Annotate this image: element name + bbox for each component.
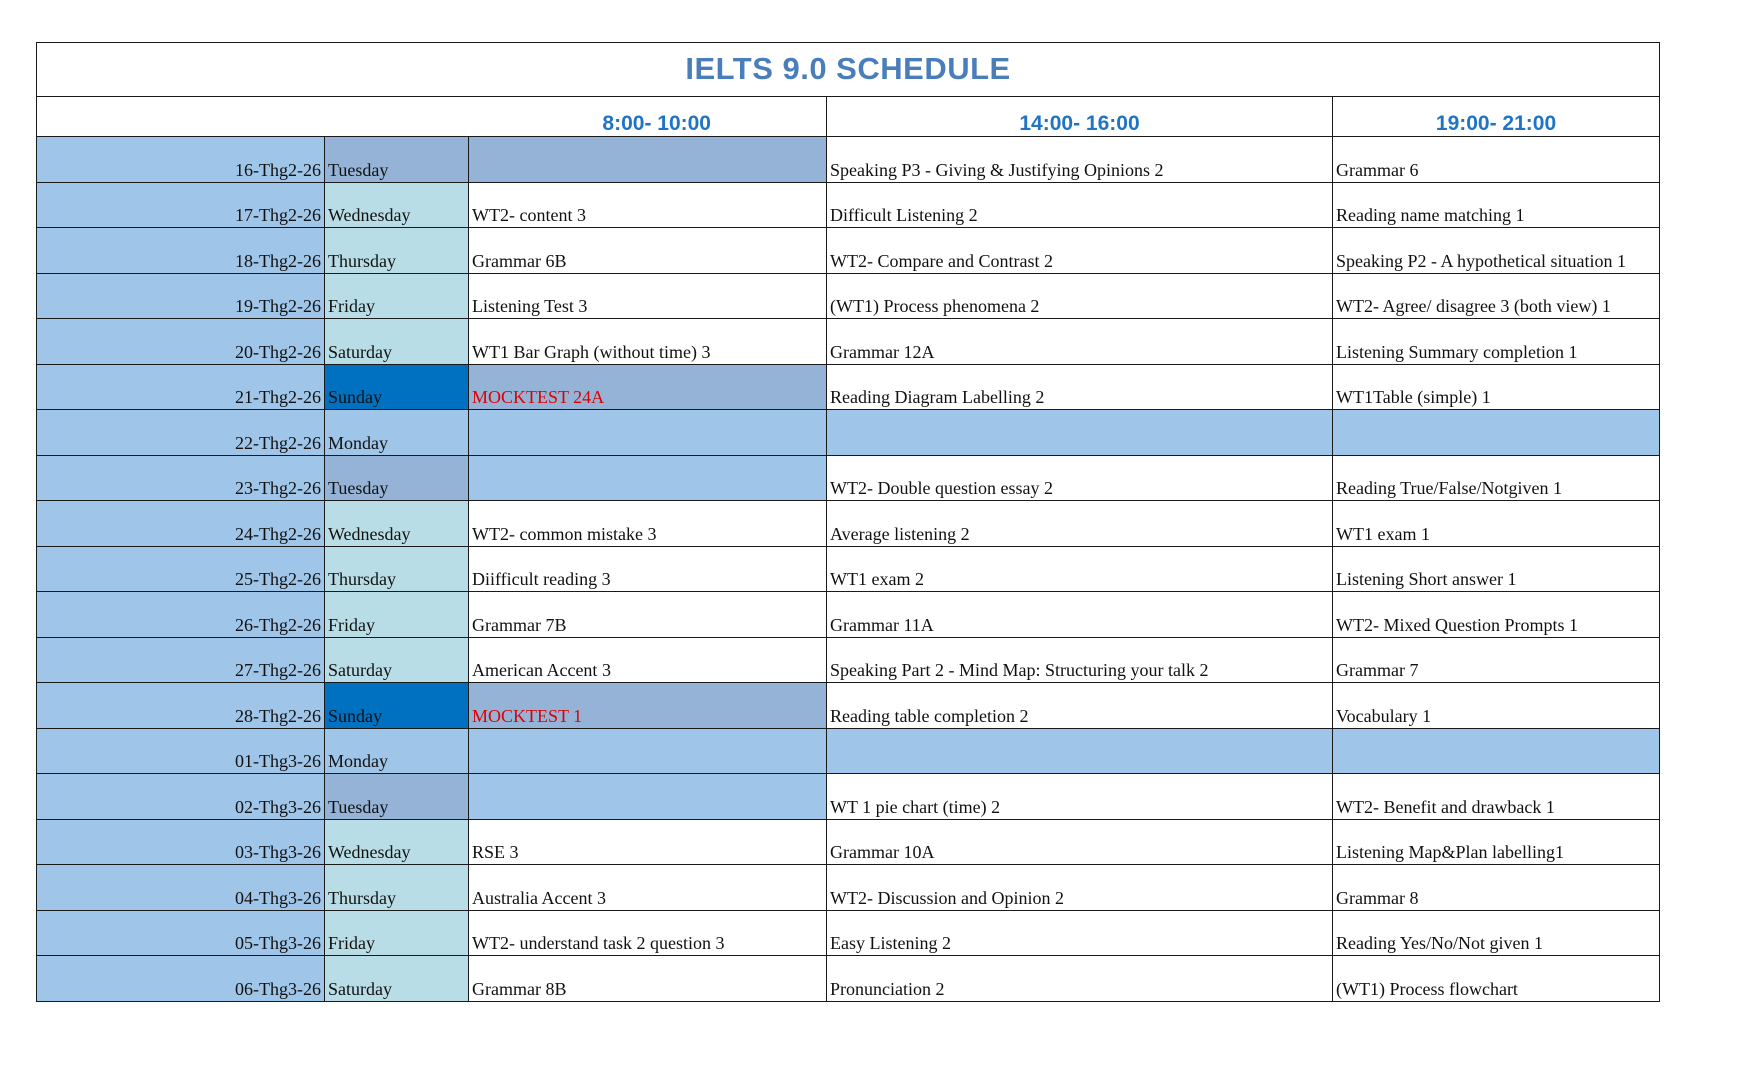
- day-cell: Monday: [325, 728, 469, 774]
- day-cell: Thursday: [325, 865, 469, 911]
- slot-morning-cell: [469, 410, 827, 456]
- schedule-sheet: [36, 42, 1659, 1002]
- date-cell: 17-Thg2-26: [37, 182, 325, 228]
- slot-afternoon-cell: WT 1 pie chart (time) 2: [827, 774, 1333, 820]
- day-cell: Saturday: [325, 319, 469, 365]
- slot-evening-cell: Grammar 7: [1333, 637, 1660, 683]
- schedule-table: [36, 42, 1660, 1002]
- slot-afternoon-cell: Difficult Listening 2: [827, 182, 1333, 228]
- date-cell: 22-Thg2-26: [37, 410, 325, 456]
- table-row: [37, 728, 1660, 774]
- day-cell: Tuesday: [325, 137, 469, 183]
- slot-morning-cell: Diifficult reading 3: [469, 546, 827, 592]
- slot-morning-cell: [469, 774, 827, 820]
- day-cell: Friday: [325, 592, 469, 638]
- day-cell: Friday: [325, 910, 469, 956]
- table-row: [37, 819, 1660, 865]
- slot-afternoon-cell: WT1 exam 2: [827, 546, 1333, 592]
- date-cell: 25-Thg2-26: [37, 546, 325, 592]
- day-cell: Tuesday: [325, 455, 469, 501]
- day-cell: Sunday: [325, 364, 469, 410]
- table-row: [37, 319, 1660, 365]
- day-cell: Sunday: [325, 683, 469, 729]
- table-row: [37, 273, 1660, 319]
- day-cell: Wednesday: [325, 819, 469, 865]
- slot-evening-cell: WT2- Mixed Question Prompts 1: [1333, 592, 1660, 638]
- slot-afternoon-cell: Speaking P3 - Giving & Justifying Opinions 2: [827, 137, 1333, 183]
- date-cell: 02-Thg3-26: [37, 774, 325, 820]
- slot-afternoon-cell: Average listening 2: [827, 501, 1333, 547]
- slot-afternoon-cell: WT2- Double question essay 2: [827, 455, 1333, 501]
- table-row: [37, 956, 1660, 1002]
- date-cell: 19-Thg2-26: [37, 273, 325, 319]
- slot-afternoon-cell: (WT1) Process phenomena 2: [827, 273, 1333, 319]
- table-row: [37, 774, 1660, 820]
- date-cell: 16-Thg2-26: [37, 137, 325, 183]
- table-row: [37, 592, 1660, 638]
- slot-evening-cell: Speaking P2 - A hypothetical situation 1: [1333, 228, 1660, 274]
- table-row: [37, 637, 1660, 683]
- date-cell: 18-Thg2-26: [37, 228, 325, 274]
- slot-evening-cell: Grammar 6: [1333, 137, 1660, 183]
- header-slot-afternoon: 14:00- 16:00: [827, 97, 1333, 137]
- slot-morning-cell: WT2- understand task 2 question 3: [469, 910, 827, 956]
- slot-morning-cell: [469, 137, 827, 183]
- slot-evening-cell: Listening Summary completion 1: [1333, 319, 1660, 365]
- slot-evening-cell: WT1Table (simple) 1: [1333, 364, 1660, 410]
- table-row: [37, 364, 1660, 410]
- slot-morning-cell: WT1 Bar Graph (without time) 3: [469, 319, 827, 365]
- slot-morning-cell: RSE 3: [469, 819, 827, 865]
- slot-evening-cell: Reading name matching 1: [1333, 182, 1660, 228]
- slot-evening-cell: [1333, 728, 1660, 774]
- header-slot-evening: 19:00- 21:00: [1333, 97, 1660, 137]
- date-cell: 27-Thg2-26: [37, 637, 325, 683]
- slot-evening-cell: Vocabulary 1: [1333, 683, 1660, 729]
- slot-afternoon-cell: WT2- Discussion and Opinion 2: [827, 865, 1333, 911]
- slot-afternoon-cell: Easy Listening 2: [827, 910, 1333, 956]
- slot-afternoon-cell: [827, 410, 1333, 456]
- day-cell: Saturday: [325, 637, 469, 683]
- slot-morning-cell: MOCKTEST 1: [469, 683, 827, 729]
- table-row: [37, 546, 1660, 592]
- slot-evening-cell: WT2- Agree/ disagree 3 (both view) 1: [1333, 273, 1660, 319]
- slot-afternoon-cell: Reading table completion 2: [827, 683, 1333, 729]
- date-cell: 24-Thg2-26: [37, 501, 325, 547]
- table-row: [37, 865, 1660, 911]
- slot-evening-cell: Reading True/False/Notgiven 1: [1333, 455, 1660, 501]
- slot-evening-cell: Reading Yes/No/Not given 1: [1333, 910, 1660, 956]
- date-cell: 20-Thg2-26: [37, 319, 325, 365]
- slot-morning-cell: American Accent 3: [469, 637, 827, 683]
- date-cell: 01-Thg3-26: [37, 728, 325, 774]
- header-row: [37, 97, 1660, 137]
- title-row: [37, 43, 1660, 97]
- day-cell: Tuesday: [325, 774, 469, 820]
- slot-evening-cell: Listening Map&Plan labelling1: [1333, 819, 1660, 865]
- slot-afternoon-cell: Grammar 11A: [827, 592, 1333, 638]
- date-cell: 05-Thg3-26: [37, 910, 325, 956]
- slot-evening-cell: Grammar 8: [1333, 865, 1660, 911]
- table-row: [37, 455, 1660, 501]
- table-row: [37, 137, 1660, 183]
- slot-morning-cell: Australia Accent 3: [469, 865, 827, 911]
- date-cell: 21-Thg2-26: [37, 364, 325, 410]
- table-row: [37, 683, 1660, 729]
- date-cell: 03-Thg3-26: [37, 819, 325, 865]
- day-cell: Thursday: [325, 546, 469, 592]
- table-row: [37, 182, 1660, 228]
- slot-afternoon-cell: Grammar 10A: [827, 819, 1333, 865]
- slot-afternoon-cell: Speaking Part 2 - Mind Map: Structuring your talk 2: [827, 637, 1333, 683]
- slot-evening-cell: (WT1) Process flowchart: [1333, 956, 1660, 1002]
- slot-morning-cell: Listening Test 3: [469, 273, 827, 319]
- day-cell: Saturday: [325, 956, 469, 1002]
- day-cell: Thursday: [325, 228, 469, 274]
- table-row: [37, 228, 1660, 274]
- slot-morning-cell: [469, 728, 827, 774]
- table-row: [37, 501, 1660, 547]
- page-title: IELTS 9.0 SCHEDULE: [37, 43, 1660, 97]
- slot-evening-cell: WT1 exam 1: [1333, 501, 1660, 547]
- slot-evening-cell: [1333, 410, 1660, 456]
- day-cell: Monday: [325, 410, 469, 456]
- slot-afternoon-cell: [827, 728, 1333, 774]
- date-cell: 06-Thg3-26: [37, 956, 325, 1002]
- date-cell: 26-Thg2-26: [37, 592, 325, 638]
- slot-morning-cell: Grammar 8B: [469, 956, 827, 1002]
- slot-afternoon-cell: Grammar 12A: [827, 319, 1333, 365]
- table-row: [37, 410, 1660, 456]
- date-cell: 23-Thg2-26: [37, 455, 325, 501]
- slot-afternoon-cell: Pronunciation 2: [827, 956, 1333, 1002]
- slot-morning-cell: WT2- common mistake 3: [469, 501, 827, 547]
- day-cell: Wednesday: [325, 182, 469, 228]
- slot-morning-cell: Grammar 7B: [469, 592, 827, 638]
- slot-morning-cell: WT2- content 3: [469, 182, 827, 228]
- slot-morning-cell: Grammar 6B: [469, 228, 827, 274]
- slot-morning-cell: MOCKTEST 24A: [469, 364, 827, 410]
- table-row: [37, 910, 1660, 956]
- day-cell: Friday: [325, 273, 469, 319]
- date-cell: 28-Thg2-26: [37, 683, 325, 729]
- day-cell: Wednesday: [325, 501, 469, 547]
- slot-morning-cell: [469, 455, 827, 501]
- date-cell: 04-Thg3-26: [37, 865, 325, 911]
- slot-afternoon-cell: Reading Diagram Labelling 2: [827, 364, 1333, 410]
- slot-evening-cell: WT2- Benefit and drawback 1: [1333, 774, 1660, 820]
- slot-evening-cell: Listening Short answer 1: [1333, 546, 1660, 592]
- slot-afternoon-cell: WT2- Compare and Contrast 2: [827, 228, 1333, 274]
- header-slot-morning: 8:00- 10:00: [37, 97, 827, 137]
